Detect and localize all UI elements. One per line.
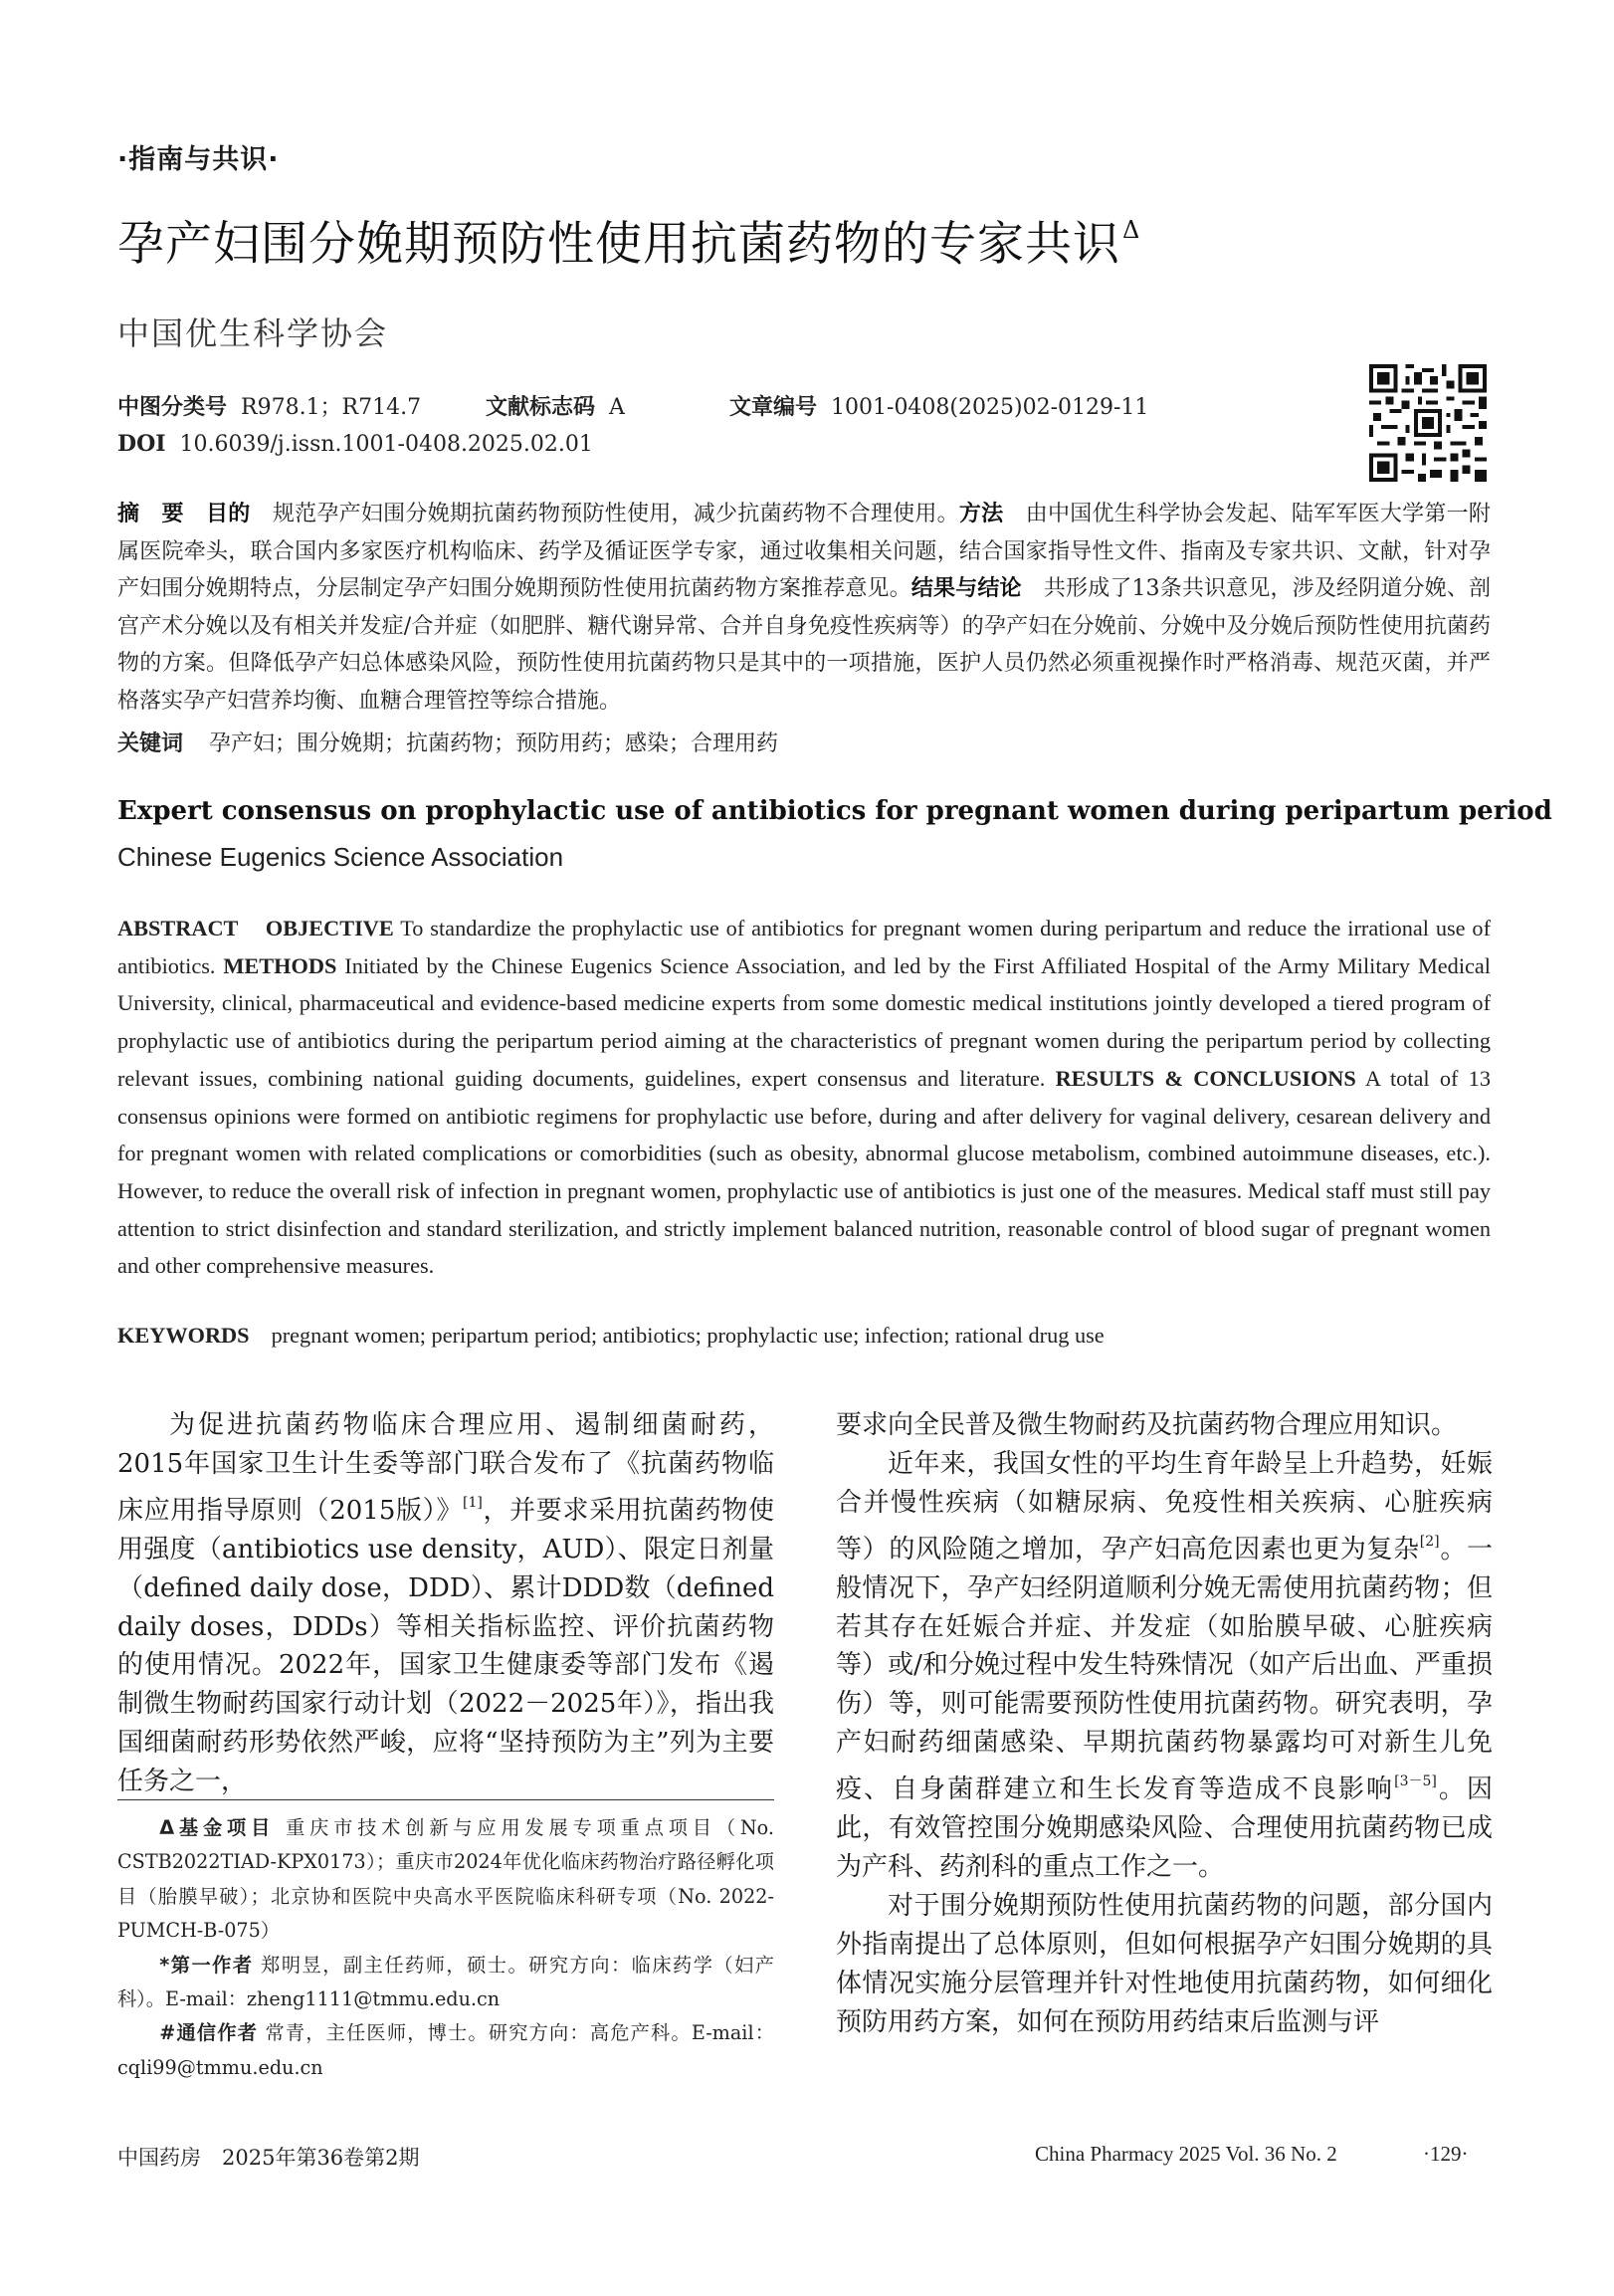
en-methods-label: METHODS <box>223 952 337 978</box>
body-text: 为促进抗菌药物临床合理应用、遏制细菌耐药，2015年国家卫生计生委等部门联合发布了《抗菌药物临床应用指导原则（2015版）》 <box>117 1410 774 1526</box>
section-tag: ·指南与共识· <box>117 144 280 175</box>
footnote-divider <box>117 1799 774 1800</box>
article-meta <box>117 390 1148 421</box>
footer-page-number: ·129· <box>1423 2142 1469 2166</box>
cn-results-text: 共形成了13条共识意见，涉及经阴道分娩、剖宫产术分娩以及有相关并发症/合并症（如肥胖、糖代谢异常、合并自身免疫性疾病等）的孕产妇在分娩前、分娩中及分娩后预防性使用抗菌药物的方案。但降低孕产妇总体感染风险，预防性使用抗菌药物只是其中的一项措施，医护人员仍然必须重视操作时严格消毒、规范灭菌，并严格落实孕产妇营养均衡、血糖合理管控等综合措施。 <box>117 576 1491 714</box>
doi-label: DOI <box>117 431 166 457</box>
cn-abstract-label: 摘 要 <box>117 502 184 526</box>
doc-code-label: 文献标志码 <box>486 395 596 420</box>
en-abstract-label: ABSTRACT <box>117 916 239 940</box>
clc-label: 中图分类号 <box>117 395 228 420</box>
fund-footnote <box>117 1811 774 1949</box>
en-keywords-label: KEYWORDS <box>117 1323 250 1348</box>
article-title <box>117 207 1140 274</box>
fund-text: 重庆市技术创新与应用发展专项重点项目（No. CSTB2022TIAD-KPX0173）；重庆市2024年优化临床药物治疗路径孵化项目（胎膜早破）；北京协和医院中央高水平医院临床科研专项（No. 2022-PUMCH-B-075） <box>117 1816 774 1943</box>
first-author-text: 郑明昱，副主任药师，硕士。研究方向：临床药学（妇产科）。E-mail：zheng1111@tmmu.edu.cn <box>117 1953 774 2011</box>
english-author: Chinese Eugenics Science Association <box>117 842 564 872</box>
cn-keywords-text: 孕产妇；围分娩期；抗菌药物；预防用药；感染；合理用药 <box>209 731 779 756</box>
body-right-column <box>836 1406 1493 2042</box>
cn-objective-label: 目的 <box>206 502 251 526</box>
article-no-value: 1001-0408(2025)02-0129-11 <box>831 395 1149 420</box>
body-text: ，并要求采用抗菌药物使用强度（antibiotics use density，AUD）、限定日剂量（defined daily dose，DDD）、累计DDD数（defined daily doses，DDDs）等相关指标监控、评价抗菌药物的使用情况。2022年，国家卫生健康委等部门发布《遏制微生物耐药国家行动计划（2022－2025年）》，指出我国细菌耐药形势依然严峻，应将“坚持预防为主”列为主要任务之一， <box>117 1495 774 1797</box>
cn-keywords-label: 关键词 <box>117 731 184 756</box>
footer-journal-cn: 中国药房 2025年第36卷第2期 <box>117 2146 420 2170</box>
qr-code-icon <box>1369 364 1487 482</box>
body-text: 近年来，我国女性的平均生育年龄呈上升趋势，妊娠合并慢性疾病（如糖尿病、免疫性相关疾病、心脏疾病等）的风险随之增加，孕产妇高危因素也更为复杂 <box>836 1448 1493 1565</box>
body-paragraph: 对于围分娩期预防性使用抗菌药物的问题，部分国内外指南提出了总体原则，但如何根据孕产妇围分娩期的具体情况实施分层管理并针对性地使用抗菌药物，如何细化预防用药方案，如何在预防用药结束后监测与评 <box>836 1890 1493 2037</box>
footer-journal-en: China Pharmacy 2025 Vol. 36 No. 2 <box>1035 2142 1337 2166</box>
en-objective-label: OBJECTIVE <box>265 916 394 940</box>
body-text: 。因此，有效管控围分娩期感染风险、合理使用抗菌药物已成为产科、药剂科的重点工作之一。 <box>836 1774 1493 1882</box>
fund-label: Δ基金项目 <box>159 1816 276 1839</box>
article-author: 中国优生科学协会 <box>117 314 389 352</box>
corresponding-label: #通信作者 <box>159 2021 259 2045</box>
citation: [2] <box>1419 1533 1440 1550</box>
doc-code-item <box>486 390 729 421</box>
chinese-abstract <box>117 496 1491 721</box>
cn-methods-label: 方法 <box>958 502 1004 526</box>
chinese-keywords <box>117 727 1491 757</box>
body-paragraph <box>117 1406 774 1801</box>
en-results-label: RESULTS & CONCLUSIONS <box>1055 1065 1356 1091</box>
clc-item <box>117 390 486 421</box>
en-keywords-text: pregnant women; peripartum period; antibiotics; prophylactic use; infection; rational drug use <box>271 1323 1105 1348</box>
body-text: 。一般情况下，孕产妇经阴道顺利分娩无需使用抗菌药物；但若其存在妊娠合并症、并发症（如胎膜早破、心脏疾病等）或/和分娩过程中发生特殊情况（如产后出血、严重损伤）等，则可能需要预防性使用抗菌药物。研究表明，孕产妇耐药细菌感染、早期抗菌药物暴露均可对新生儿免疫、自身菌群建立和生长发育等造成不良影响 <box>836 1534 1493 1805</box>
title-fund-mark: Δ <box>1122 216 1141 244</box>
english-abstract <box>117 910 1491 1285</box>
english-title: Expert consensus on prophylactic use of antibiotics for pregnant women during peripartum period <box>117 796 1552 826</box>
footnotes <box>117 1811 774 2085</box>
corresponding-author-footnote <box>117 2016 774 2085</box>
article-no-item <box>729 390 1148 421</box>
cn-objective-text: 规范孕产妇围分娩期抗菌药物预防性使用，减少抗菌药物不合理使用。 <box>272 502 959 526</box>
citation: [3－5] <box>1394 1774 1437 1790</box>
corresponding-text: 常青，主任医师，博士。研究方向：高危产科。E-mail：cqli99@tmmu.edu.cn <box>117 2021 774 2079</box>
clc-value: R978.1；R714.7 <box>241 395 422 420</box>
english-keywords <box>117 1323 1105 1349</box>
body-left-column <box>117 1406 774 1801</box>
doi-line <box>117 431 593 457</box>
doc-code-value: A <box>609 395 625 420</box>
en-results-text: A total of 13 consensus opinions were formed on antibiotic regimens for prophylactic use before, during and after delivery for vaginal delivery, cesarean delivery and for pregnant women with related complications or comorbidities (such as obesity, abnormal glucose metabolism, combined autoimmune diseases, etc.). However, to reduce the overall risk of infection in pregnant women, prophylactic use of antibiotics is just one of the measures. Medical staff must still pay attention to strict disinfection and standard sterilization, and strictly implement balanced nutrition, reasonable control of blood sugar of pregnant women and other comprehensive measures. <box>117 1065 1491 1279</box>
cn-methods-text: 由中国优生科学协会发起、陆军军医大学第一附属医院牵头，联合国内多家医疗机构临床、药学及循证医学专家，通过收集相关问题，结合国家指导性文件、指南及专家共识、文献，针对孕产妇围分娩期特点，分层制定孕产妇围分娩期预防性使用抗菌药物方案推荐意见。 <box>117 502 1491 602</box>
article-title-text: 孕产妇围分娩期预防性使用抗菌药物的专家共识 <box>117 217 1120 272</box>
body-paragraph: 要求向全民普及微生物耐药及抗菌药物合理应用知识。 <box>836 1410 1458 1440</box>
cn-results-label: 结果与结论 <box>910 576 1022 602</box>
doi-value: 10.6039/j.issn.1001-0408.2025.02.01 <box>179 432 593 457</box>
article-no-label: 文章编号 <box>729 395 818 420</box>
en-objective-text: To standardize the prophylactic use of antibiotics for pregnant women during peripartum and reduce the irrational use of antibiotics. <box>117 916 1492 978</box>
first-author-label: *第一作者 <box>159 1953 254 1977</box>
citation: [1] <box>462 1494 483 1511</box>
en-methods-text: Initiated by the Chinese Eugenics Science Association, and led by the First Affiliated Hospital of the Army Military Medical University, clinical, pharmaceutical and evidence-based medicine experts from some domestic medical institutions jointly developed a tiered program of prophylactic use of antibiotics during the peripartum period aiming at the characteristics of pregnant women during the peripartum period by collecting relevant issues, combining national guiding documents, guidelines, expert consensus and literature. <box>117 952 1491 1091</box>
body-paragraph <box>836 1445 1493 1887</box>
first-author-footnote <box>117 1949 774 2017</box>
